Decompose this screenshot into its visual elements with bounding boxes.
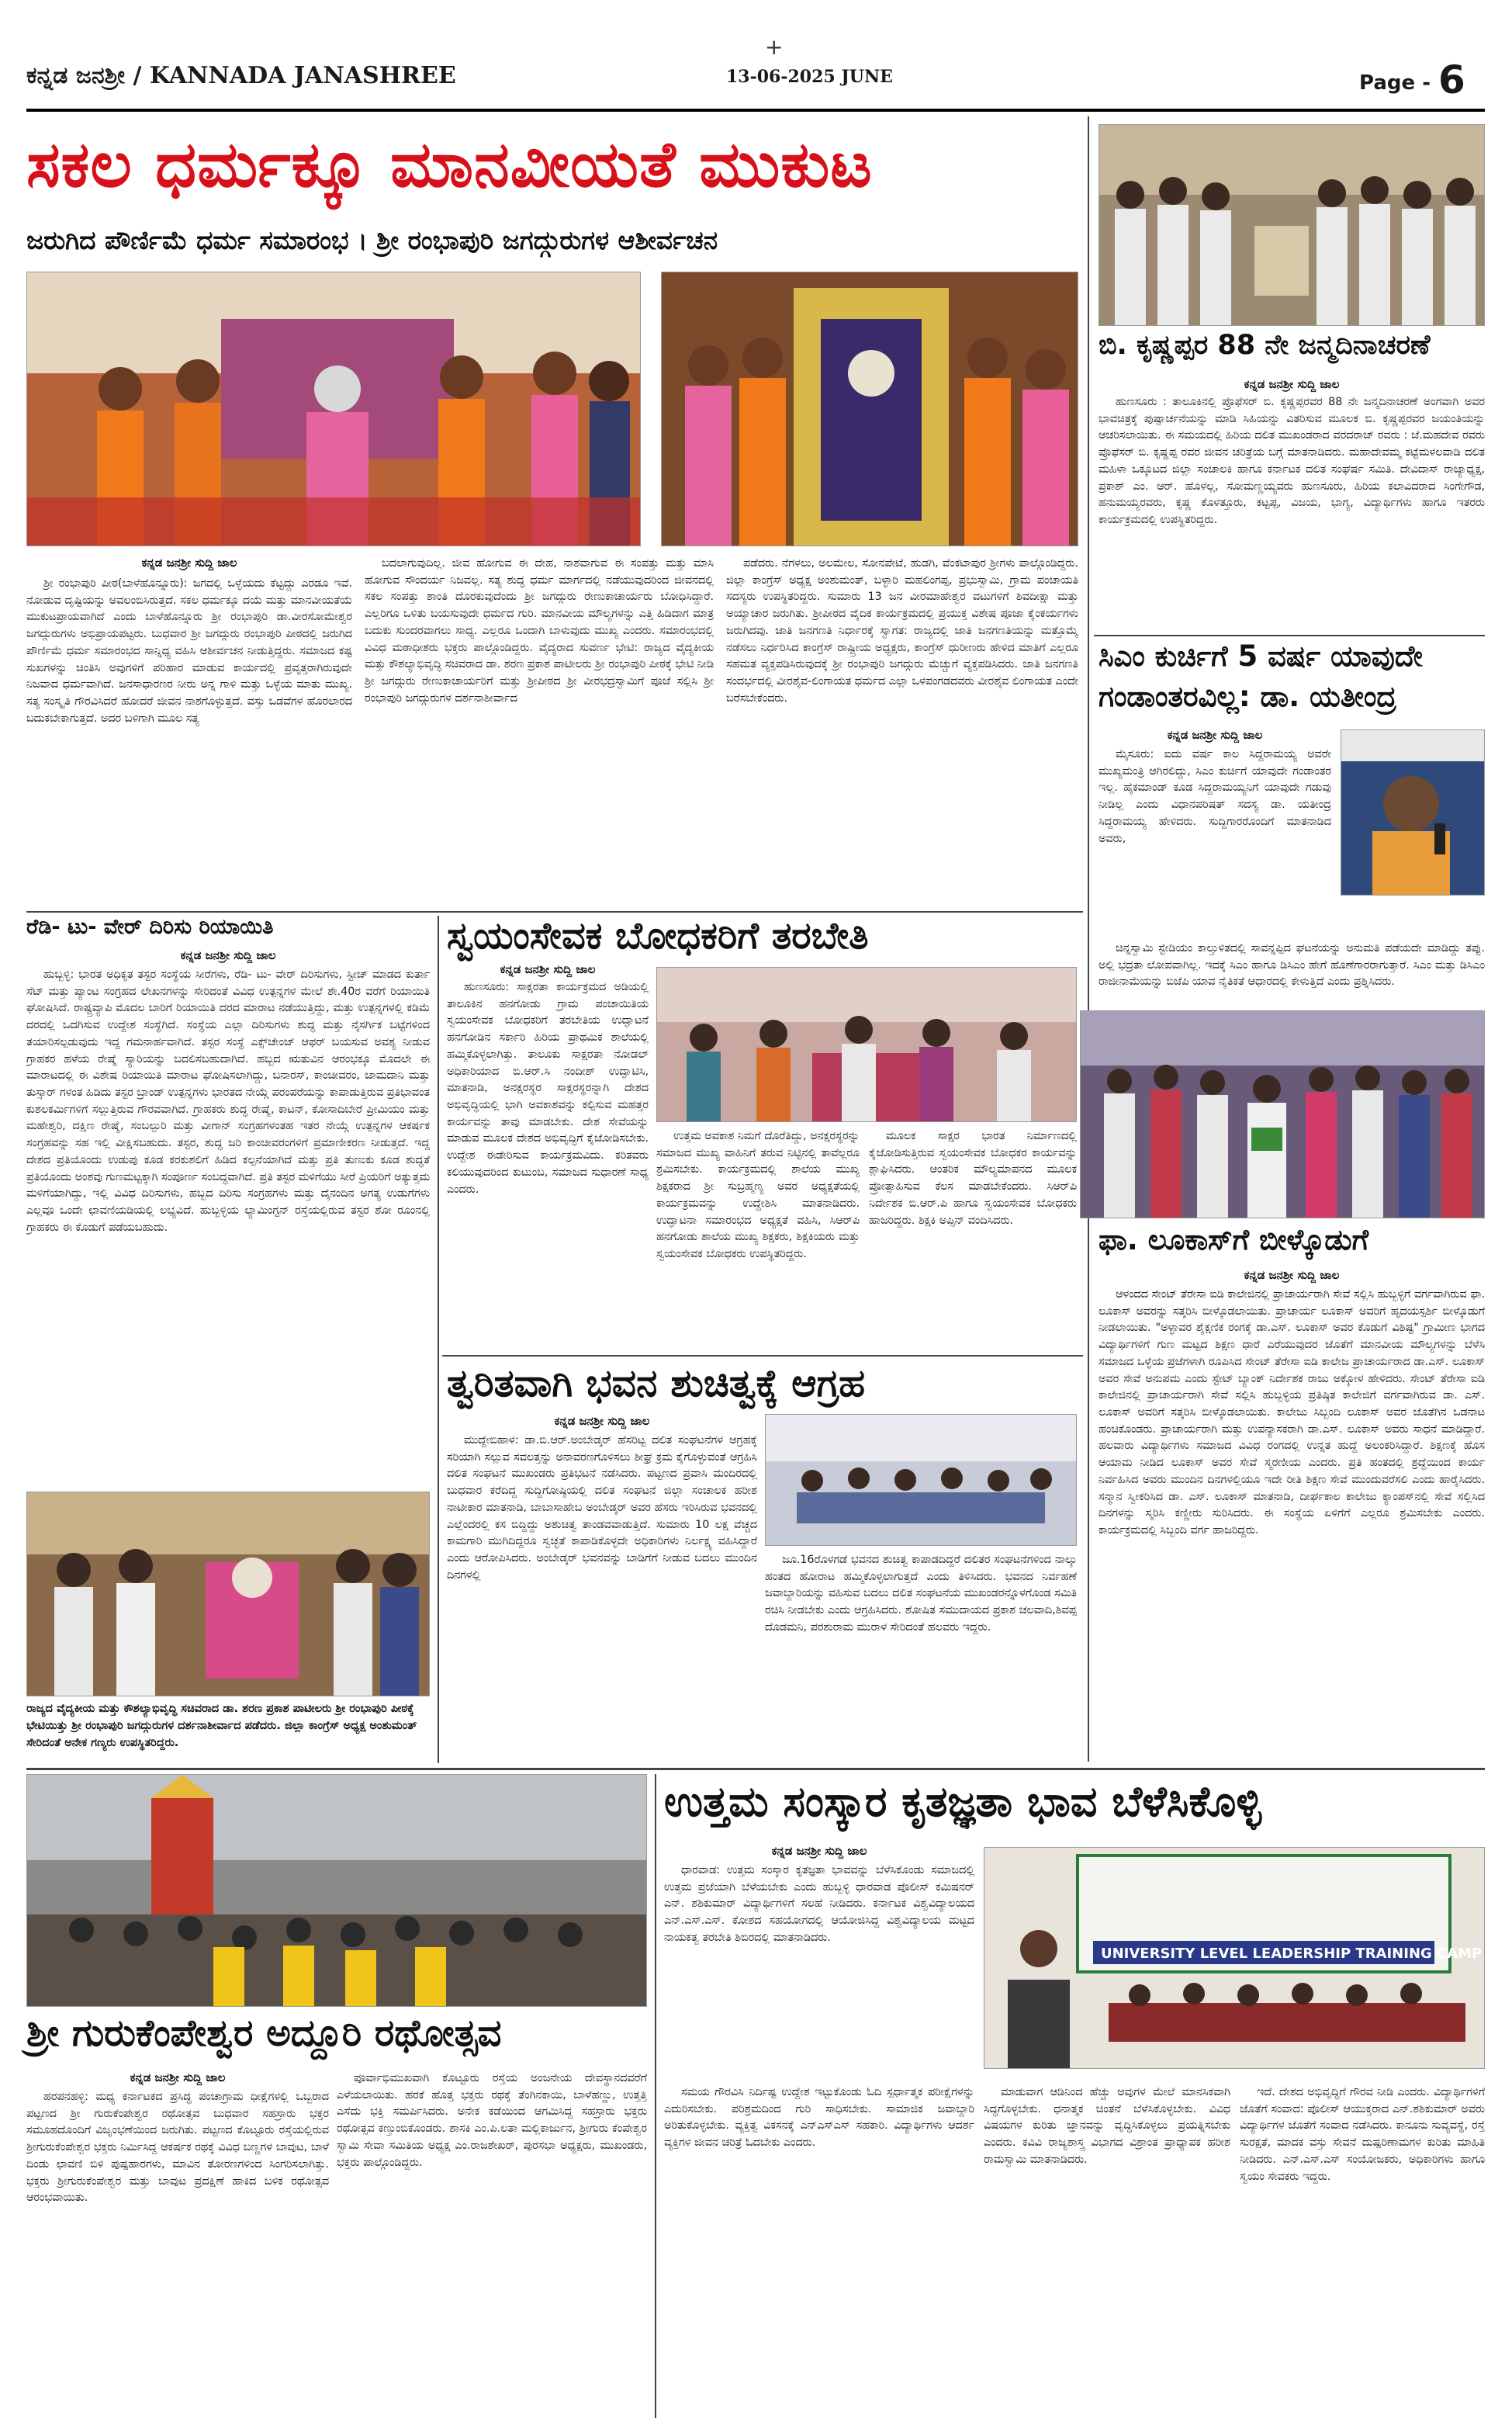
- culture-banner-text: UNIVERSITY LEVEL LEADERSHIP TRAINING CAMP: [1101, 1946, 1483, 1962]
- lucas-photo-art: [1081, 1011, 1485, 1218]
- culture-col-1: [664, 2084, 974, 2415]
- lead-photo-right: [661, 272, 1078, 546]
- culture-body-top-text: ಧಾರವಾಡ: ಉತ್ತಮ ಸಂಸ್ಕಾರ ಕೃತಜ್ಞತಾ ಭಾವವನ್ನು ಬೆಳೆಸಿಕೊಂಡು ಸಮಾಜದಲ್ಲಿ ಉತ್ತಮ ಪ್ರಜೆಯಾಗಿ ಬೆಳೆಯಬೇಕು ಎಂದು ಹುಬ್ಬಳ್ಳಿ ಧಾರವಾಡ ಪೊಲೀಸ್ ಕಮಿಷನರ್ ಎನ್. ಶಶಿಕುಮಾರ್ ವಿದ್ಯಾರ್ಥಿಗಳಿಗೆ ಸಲಹೆ ನೀಡಿದರು. ಕರ್ನಾಟಕ ವಿಶ್ವವಿದ್ಯಾಲಯದ ಎನ್.ಎಸ್.ಎಸ್. ಕೋಶದ ಸಹಯೋಗದಲ್ಲಿ ಆಯೋಜಿಸಿದ್ದ ವಿಶ್ವವಿದ್ಯಾಲಯ ಮಟ್ಟದ ನಾಯಕತ್ವ ತರಬೇತಿ ಶಿಬಿರದಲ್ಲಿ ಮಾತನಾಡಿದರು.: [664, 1864, 974, 1944]
- page-label: Page -: [1359, 71, 1431, 95]
- building-photo-art: [766, 1415, 1077, 1546]
- lead-bottom-rule: [26, 911, 1083, 913]
- lucas-headline: ಫಾ. ಲೂಕಾಸ್‌ಗೆ ಬೀಳ್ಕೊಡುಗೆ: [1099, 1223, 1369, 1256]
- chariot-headline: ಶ್ರೀ ಗುರುಕೆಂಪೇಶ್ವರ ಅದ್ದೂರಿ ರಥೋತ್ಸವ: [26, 2011, 502, 2055]
- chariot-col-2-text: ಪೂರ್ವಾಭಿಮುಖವಾಗಿ ಕೊಟ್ಟೂರು ರಸ್ತೆಯ ಅಂಜನೇಯ ದೇವಸ್ಥಾನದವರೆಗೆ ಎಳೆಯಲಾಯಿತು. ಹರಕೆ ಹೊತ್ತ ಭಕ್ತರು ರಥಕ್ಕೆ ತೆಂಗಿನಕಾಯಿ, ಬಾಳೆಹಣ್ಣು, ಉತ್ತತ್ತಿ ಎಸೆದು ಭಕ್ತಿ ಸಮರ್ಪಿಸಿದರು. ಅನೇಕ ಕಡೆಯಿಂದ ಆಗಮಿಸಿದ್ದ ಸಹಸ್ರಾರು ಭಕ್ತರು ರಥೋತ್ಸವ ಕಣ್ತುಂಬಿಕೊಂಡರು. ಶಾಸಕಿ ಎಂ.ಪಿ.ಲತಾ ಮಲ್ಲಿಕಾರ್ಜುನ, ಶ್ರೀಗುರು ಕೆಂಪೇಶ್ವರ ಸ್ವಾಮಿ ಸೇವಾ ಸಮಿತಿಯ ಅಧ್ಯಕ್ಷ ಎಂ.ರಾಜಶೇಖರ್, ಪುರಸಭಾ ಅಧ್ಯಕ್ಷರು, ಮುಖಂಡರು, ಭಕ್ತರು ಪಾಲ್ಗೊಂಡಿದ್ದರು.: [337, 2072, 647, 2169]
- chariot-photo-art: [27, 1775, 647, 2007]
- culture-byline: ಕನ್ನಡ ಜನಶ್ರೀ ಸುದ್ದಿ ಜಾಲ: [771, 1844, 867, 1858]
- building-body-right-text: ಜೂ.16ರೊಳಗಡೆ ಭವನದ ಶುಚಿತ್ವ ಕಾಪಾಡದಿದ್ದರೆ ದಲಿತರ ಸಂಘಟನೆಗಳಿಂದ ನಾಲ್ಕು ಹಂತದ ಹೋರಾಟ ಹಮ್ಮಿಕೊಳ್ಳಲಾಗುತ್ತದೆ ಎಂದು ತಿಳಿಸಿದರು. ಭವನದ ನಿರ್ವಹಣೆ ಜವಾಬ್ದಾರಿಯನ್ನು ವಹಿಸುವ ಬದಲು ದಲಿತ ಸಂಘಟನೆಯ ಮುಖಂಡರನ್ನೊಳಗೊಂಡ ಸಮಿತಿ ರಚಿಸಿ ನೀಡಬೇಕು ಎಂದು ಆಗ್ರಹಿಸಿದರು. ಶೋಷಿತ ಸಮುದಾಯದ ಪ್ರಕಾಶ ಚಲವಾದಿ,ಶಿವಪ್ಪ ದೊಡಮನಿ, ಪರಶುರಾಮ ಮುರಾಳ ಸೇರಿದಂತೆ ಹಲವರು ಇದ್ದರು.: [765, 1554, 1077, 1634]
- bottom-section-rule: [26, 1768, 1485, 1770]
- chariot-photo: [26, 1774, 647, 2007]
- volunteer-col-3: [869, 1128, 1077, 1352]
- lead-col-2: [365, 556, 714, 908]
- cm-body-left: [1099, 747, 1331, 941]
- lead-col-1: [26, 576, 352, 908]
- chariot-col-2: [337, 2070, 647, 2415]
- lucas-body-text: ಆಳಂದದ ಸೇಂಟ್ ತೆರೇಸಾ ಐಡಿ ಕಾಲೇಜಿನಲ್ಲಿ ಪ್ರಾಚಾರ್ಯರಾಗಿ ಸೇವೆ ಸಲ್ಲಿಸಿ ಹುಬ್ಬಳ್ಳಿಗೆ ವರ್ಗವಾಗಿರುವ ಫಾ. ಲೂಕಾಸ್ ಅವರನ್ನು ಸತ್ಕರಿಸಿ ಬೀಳ್ಕೊಡಲಾಯಿತು. ಪ್ರಾಚಾರ್ಯ ಲೂಕಾಸ್ ಅವರಿಗೆ ಹೃದಯಸ್ಪರ್ಶಿ ಬೀಳ್ಕೊಡುಗೆ ನೀಡಲಾಯಿತು. "ಅಳ್ಳಾವರ ಶೈಕ್ಷಣಿಕ ರಂಗಕ್ಕೆ ಡಾ.ಎಸ್. ಲೂಕಾಸ್ ಅವರ ಕೊಡುಗೆ ವಿಶಿಷ್ಟ" ಗ್ರಾಮೀಣ ಭಾಗದ ವಿದ್ಯಾರ್ಥಿಗಳಿಗೆ ಗುಣ ಮಟ್ಟದ ಶಿಕ್ಷಣ ಧಾರೆ ಎರೆಯುವುದರ ಜೊತೆಗೆ ಮಾನವೀಯ ಮೌಲ್ಯಗಳನ್ನು ಬೆಳೆಸಿ ಸಮಾಜದ ಒಳ್ಳೆಯ ಪ್ರಜೆಗಳಾಗಿ ರೂಪಿಸಿದ ಸೇಂಟ್ ತೆರೇಸಾ ಐಡಿ ಕಾಲೇಜ ಪ್ರಾಚಾರ್ಯರಾದ ಡಾ.ಎಸ್. ಲೂಕಾಸ್ ಅವರ ಸೇವೆ ಅನುಪಮ ಎಂದು ಸ್ಟೇಟ್ ಬ್ಯಾಂಕ್ ನಿರ್ದೇಶಕ ರಾಜು ಅಕ್ಕೋಳ ಹೇಳಿದರು. ಸೇಂಟ್ ತೆರೇಸಾ ಐಡಿ ಕಾಲೇಜಿನಲ್ಲಿ ಪ್ರಾಚಾರ್ಯರಾಗಿ ಸೇವೆ ಸಲ್ಲಿಸಿ ಹುಬ್ಬಳ್ಳಿಯ ಪ್ರತಿಷ್ಠಿತ ಕಾಲೇಜಿಗೆ ವರ್ಗವಾಗಿರುವ ಡಾ. ಎಸ್. ಲೂಕಾಸ್ ಅವರಿಗೆ ಸತ್ಕರಿಸಿ ಬೀಳ್ಕೊಡಲಾಯಿತು. ಕಾಲೇಜು ಸಿಬ್ಬಂದಿ ಲೂಕಾಸ್ ಅವರ ಜೊತೆಗಿನ ಒಡನಾಟ ಹಂಚಿಕೊಂಡರು. ಪ್ರಾಚಾರ್ಯರಾಗಿ ಮತ್ತು ಉಪನ್ಯಾಸಕರಾಗಿ ಡಾ.ಎಸ್. ಲೂಕಾಸ್ ಅವರು ಸಾಧನೆ ಮಾಡಿದ್ದಾರೆ. ಹಲವಾರು ವಿದ್ಯಾರ್ಥಿಗಳು ಸಮಾಜದ ವಿವಿಧ ರಂಗದಲ್ಲಿ ಉನ್ನತ ಹುದ್ದೆ ಅಲಂಕರಿಸಿದ್ದಾರೆ. ಶಿಕ್ಷಣಕ್ಕೆ ಹೊಸ ಆಯಾಮ ನೀಡಿದ ಲೂಕಾಸ್ ಅವರ ಸೇವೆ ಸ್ಮರಣೀಯ ಎಂದರು. ಪ್ರತಿ ಹಂತದಲ್ಲಿ ಶ್ರದ್ಧೆಯಿಂದ ಕಾರ್ಯ ನಿರ್ವಹಿಸಿದ ಅವರು ಮುಂದಿನ ದಿನಗಳಲ್ಲಿಯೂ ಇದೇ ರೀತಿ ಶಿಕ್ಷಣ ಸೇವೆ ಮುಂದುವರೆಸಲಿ ಎಂದು ಹಾರೈಸಿದರು. ಸನ್ಮಾನ ಸ್ವೀಕರಿಸಿದ ಡಾ. ಎಸ್. ಲೂಕಾಸ್ ಮಾತನಾಡಿ, ದೀರ್ಘಕಾಲ ಕಾಲೇಜು ಕ್ಯಾಂಪಸ್‌ನಲ್ಲಿ ಸೇವೆ ಸಲ್ಲಿಸಿದ ದಿನಗಳನ್ನು ಸ್ಮರಿಸಿ ಕಣ್ಣೀರು ಸುರಿಸಿದರು. ಈ ಸಂಸ್ಥೆಯ ಏಳಿಗೆಗೆ ಎಲ್ಲರೂ ಶ್ರಮಿಸಬೇಕು ಎಂದರು. ಕಾರ್ಯಕ್ರಮದಲ್ಲಿ ಸಿಬ್ಬಂದಿ ವರ್ಗ ಹಾಜರಿದ್ದರು.: [1099, 1288, 1485, 1537]
- lucas-body: [1099, 1287, 1485, 1755]
- krishnappa-byline: ಕನ್ನಡ ಜನಶ್ರೀ ಸುದ್ದಿ ಜಾಲ: [1244, 377, 1340, 391]
- krishnappa-photo-art: [1099, 125, 1485, 326]
- crosshair-icon: +: [765, 34, 784, 60]
- building-photo: [765, 1414, 1077, 1546]
- bottom-divider: [655, 1774, 656, 2418]
- cm-headline-2: ಗಂಡಾಂತರವಿಲ್ಲ: ಡಾ. ಯತೀಂದ್ರ: [1099, 680, 1396, 713]
- krishnappa-headline: ಬಿ. ಕೃಷ್ಣಪ್ಪರ 88 ನೇ ಜನ್ಮದಿನಾಚರಣೆ: [1099, 330, 1431, 361]
- cm-body-full-text: ಚಿನ್ನಸ್ವಾಮಿ ಸ್ಟೇಡಿಯಂ ಕಾಲ್ತುಳಿತದಲ್ಲಿ ಸಾವನ್ನಪ್ಪಿದ ಘಟನೆಯನ್ನು ಅನುಮತಿ ಪಡೆಯದೇ ಮಾಡಿದ್ದು ತಪ್ಪು. ಅಲ್ಲಿ ಭದ್ರತಾ ಲೋಪವಾಗಿಲ್ಲ. ಇದಕ್ಕೆ ಸಿಎಂ ಹಾಗೂ ಡಿಸಿಎಂ ಹೇಗೆ ಹೊಣೆಗಾರರಾಗುತ್ತಾರೆ. ಸಿಎಂ ಮತ್ತು ಡಿಸಿಎಂ ರಾಜೀನಾಮೆಯನ್ನು ಬಿಜೆಪಿ ಯಾವ ನೈತಿಕತೆ ಆಧಾರದಲ್ಲಿ ಕೇಳುತ್ತಿದೆ ಎಂದು ಪ್ರಶ್ನಿಸಿದರು.: [1099, 942, 1485, 989]
- cm-body-left-text: ಮೈಸೂರು: ಐದು ವರ್ಷ ಕಾಲ ಸಿದ್ದರಾಮಯ್ಯ ಅವರೇ ಮುಖ್ಯಮಂತ್ರಿ ಆಗಿರಲಿದ್ದು, ಸಿಎಂ ಕುರ್ಚಿಗೆ ಯಾವುದೇ ಗಂಡಾಂತರ ಇಲ್ಲ. ಹೈಕಮಾಂಡ್ ಕೂಡ ಸಿದ್ದರಾಮಯ್ಯನಿಗೆ ಯಾವುದೇ ಗಡುವು ನೀಡಿಲ್ಲ ಎಂದು ವಿಧಾನಪರಿಷತ್ ಸದಸ್ಯ ಡಾ. ಯತೀಂದ್ರ ಸಿದ್ದರಾಮಯ್ಯ ಹೇಳಿದರು. ಸುದ್ದಿಗಾರರೊಂದಿಗೆ ಮಾತನಾಡಿದ ಅವರು,: [1099, 748, 1331, 845]
- lucas-byline: ಕನ್ನಡ ಜನಶ್ರೀ ಸುದ್ದಿ ಜಾಲ: [1244, 1268, 1340, 1282]
- volunteer-bottom-rule: [442, 1355, 1083, 1357]
- building-headline: ತ್ವರಿತವಾಗಿ ಭವನ ಶುಚಿತ್ವಕ್ಕೆ ಆಗ್ರಹ: [447, 1361, 866, 1405]
- volunteer-col-3-text: ಮೂಲಕ ಸಾಕ್ಷರ ಭಾರತ ನಿರ್ಮಾಣದಲ್ಲಿ ಕೈಜೋಡಿಸುತ್ತಿರುವ ಸ್ವಯಂಸೇವಕ ಬೋಧಕರ ಕಾರ್ಯವನ್ನು ಶ್ಲಾಘಿಸಿದರು. ಆಂತರಿಕ ಮೌಲ್ಯಮಾಪನದ ಮೂಲಕ ಪ್ರೋತ್ಸಾಹಿಸುವ ಕೆಲಸ ಮಾಡಬೇಕೆಂದರು. ಸಿಆರ್‌ಪಿ ನಿರ್ದೇಶಕ ಬಿ.ಆರ್.ಪಿ ಹಾಗೂ ಸ್ವಯಂಸೇವಕ ಬೋಧಕರು ಹಾಜರಿದ್ದರು. ಶಿಕ್ಷಕಿ ಅಪ್ಸಿನ್ ವಂದಿಸಿದರು.: [869, 1130, 1077, 1227]
- right-column-divider: [1088, 116, 1089, 1762]
- minister-caption-text: ರಾಜ್ಯದ ವೈದ್ಯಕೀಯ ಮತ್ತು ಕೌಶಲ್ಯಾಭಿವೃದ್ಧಿ ಸಚಿವರಾದ ಡಾ. ಶರಣ ಪ್ರಕಾಶ ಪಾಟೀಲರು ಶ್ರೀ ರಂಭಾಪುರಿ ಪೀಠಕ್ಕೆ ಭೇಟಿಯಿತ್ತು ಶ್ರೀ ರಂಭಾಪುರಿ ಜಗದ್ಗುರುಗಳ ದರ್ಶನಾಶೀರ್ವಾದ ಪಡೆದರು. ಜಿಲ್ಲಾ ಕಾಂಗ್ರೆಸ್ ಅಧ್ಯಕ್ಷ ಅಂಶುಮಂತ್ ಸೇರಿದಂತೆ ಅನೇಕ ಗಣ್ಯರು ಉಪಸ್ಥಿತರಿದ್ದರು.: [26, 1703, 417, 1749]
- readymade-body: [26, 967, 430, 1479]
- lead-photo-right-art: [662, 272, 1078, 546]
- masthead: ಕನ್ನಡ ಜನಶ್ರೀ / KANNADA JANASHREE: [26, 62, 456, 89]
- volunteer-col-2-text: ಉತ್ತಮ ಅವಕಾಶ ನಿಮಗೆ ದೊರೆತಿದ್ದು, ಅನಕ್ಷರಸ್ಥರನ್ನು ಸಮಾಜದ ಮುಖ್ಯ ವಾಹಿನಿಗೆ ತರುವ ನಿಟ್ಟಿನಲ್ಲಿ ತಾವೆಲ್ಲರೂ ಶ್ರಮಿಸಬೇಕು. ಕಾರ್ಯಕ್ರಮದಲ್ಲಿ ಶಾಲೆಯ ಮುಖ್ಯ ಶಿಕ್ಷಕರಾದ ಶ್ರೀ ಸುಬ್ರಹ್ಮಣ್ಯ ಅವರ ಅಧ್ಯಕ್ಷತೆಯಲ್ಲಿ ಕಾರ್ಯಕ್ರಮವನ್ನು ಉದ್ದೇಶಿಸಿ ಮಾತನಾಡಿದರು. ಉದ್ಘಾಟನಾ ಸಮಾರಂಭದ ಅಧ್ಯಕ್ಷತೆ ವಹಿಸಿ, ಸಿಆರ್‌ಪಿ ಹನಗೋಡು ಶಾಲೆಯ ಮುಖ್ಯ ಶಿಕ್ಷಕರು, ಶಿಕ್ಷಕಿಯರು ಮತ್ತು ಸ್ವಯಂಸೇವಕ ಬೋಧಕರು ಉಪಸ್ಥಿತರಿದ್ದರು.: [656, 1130, 860, 1261]
- chariot-byline: ಕನ್ನಡ ಜನಶ್ರೀ ಸುದ್ದಿ ಜಾಲ: [130, 2070, 226, 2084]
- minister-photo-art: [27, 1492, 430, 1696]
- cm-photo-art: [1341, 730, 1485, 896]
- volunteer-photo-art: [657, 968, 1077, 1122]
- chariot-col-1-text: ಹರಪನಹಳ್ಳಿ: ಮಧ್ಯ ಕರ್ನಾಟಕದ ಪ್ರಸಿದ್ಧ ಪಂಚಾಗ್ರಾಮ ಧೀಕ್ಷೆಗಳಲ್ಲಿ ಒಬ್ಬರಾದ ಪಟ್ಟಣದ ಶ್ರೀ ಗುರುಕೆಂಪೇಶ್ವರ ರಥೋತ್ಸವ ಬುಧವಾರ ಸಹಸ್ರಾರು ಭಕ್ತರ ಸಮೂಹದೊಂದಿಗೆ ವಿಜೃಂಭಣೆಯಿಂದ ಜರುಗಿತು. ಪಟ್ಟಣದ ಕೊಟ್ಟೂರು ರಸ್ತೆಯಲ್ಲಿರುವ ಶ್ರೀಗುರುಕೆಂಪೇಶ್ವರ ಭಕ್ತರು ನಿರ್ಮಿಸಿದ್ದ ಆಕರ್ಷಕ ರಥಕ್ಕೆ ವಿವಿಧ ಬಣ್ಣಗಳ ಬಾವುಟ, ಬಾಳೆ ದಿಂಡು ಛಾವಣಿ ಬಿಳಿ ಪುಷ್ಪಹಾರಗಳು, ಮಾವಿನ ತೋರಣಗಳಿಂದ ಸಿಂಗರಿಸಲಾಗಿತ್ತು. ಭಕ್ತರು ಶ್ರೀಗುರುಕೆಂಪೇಶ್ವರ ಮತ್ತು ಬಾವುಟ ಪ್ರದಕ್ಷಿಣೆ ಹಾಕಿದ ಬಳಿಕ ರಥೋತ್ಸವ ಆರಂಭವಾಯಿತು.: [26, 2091, 329, 2205]
- culture-col-1-text: ಸಮಯ ಗೌರವಿಸಿ ನಿರ್ದಿಷ್ಟ ಉದ್ದೇಶ ಇಟ್ಟುಕೊಂಡು ಓದಿ ಸ್ಪರ್ಧಾತ್ಮಕ ಪರೀಕ್ಷೆಗಳನ್ನು ಎದುರಿಸಬೇಕು. ಪರಿಶ್ರಮದಿಂದ ಗುರಿ ಸಾಧಿಸಬೇಕು. ಸಾಮಾಜಿಕ ಜವಾಬ್ದಾರಿ ಅರಿತುಕೊಳ್ಳಬೇಕು. ವ್ಯಕ್ತಿತ್ವ ವಿಕಸನಕ್ಕೆ ಎನ್‌ಎಸ್‌ಎಸ್ ಸಹಕಾರಿ. ವಿದ್ಯಾರ್ಥಿಗಳು ಆದರ್ಶ ವ್ಯಕ್ತಿಗಳ ಜೀವನ ಚರಿತ್ರೆ ಓದಬೇಕು ಎಂದರು.: [664, 2086, 974, 2150]
- cm-body-full: [1099, 941, 1485, 1007]
- culture-col-2: [984, 2084, 1230, 2415]
- cm-headline-1: ಸಿಎಂ ಕುರ್ಚಿಗೆ 5 ವರ್ಷ ಯಾವುದೇ: [1099, 639, 1423, 673]
- culture-col-2-text: ಮಾಡುವಾಗ ಆಡಿನಿಂದ ಹೆಚ್ಚು ಅವುಗಳ ಮೇಲೆ ಮಾನಸಿಕವಾಗಿ ಸಿದ್ಧಗೊಳ್ಳಬೇಕು. ಧನಾತ್ಮಕ ಚಿಂತನೆ ಬೆಳೆಸಿಕೊಳ್ಳಬೇಕು. ವಿವಿಧ ವಿಷಯಗಳ ಕುರಿತು ಜ್ಞಾನವನ್ನು ವೃದ್ಧಿಸಿಕೊಳ್ಳಲು ಪ್ರಯತ್ನಿಸಬೇಕು ಎಂದರು. ಕವಿವಿ ರಾಜ್ಯಶಾಸ್ತ್ರ ವಿಭಾಗದ ವಿಶ್ರಾಂತ ಪ್ರಾಧ್ಯಾಪಕ ಹರೀಶ ರಾಮಸ್ವಾಮಿ ಮಾತನಾಡಿದರು.: [984, 2086, 1230, 2166]
- culture-headline: ಉತ್ತಮ ಸಂಸ್ಕಾರ ಕೃತಜ್ಞತಾ ಭಾವ ಬೆಳೆಸಿಕೊಳ್ಳಿ: [664, 1777, 1262, 1826]
- lead-col-3: [726, 556, 1078, 908]
- readymade-body-text: ಹುಬ್ಬಳ್ಳಿ: ಭಾರತ ಅಧಿಕೃತ ತಸ್ಟರ ಸಂಸ್ಥೆಯ ಸೀರೆಗಳು, ರೆಡಿ- ಟು- ವೇರ್ ದಿರಿಸುಗಳು, ಸ್ಟೀಚ್ ಮಾಡದ ಕುರ್ತಾ ಸೆಟ್ ಮತ್ತು ಪ್ಯಾಂಟ ಸಂಗ್ರಹದ ಲೇಖನಗಳನ್ನು ಸೇರಿದಂತೆ ವಿವಿಧ ಉತ್ಪನ್ನಗಳ ಮೇಲೆ ಶೇ.40ರ ವರೆಗೆ ರಿಯಾಯಿತಿ ಘೋಷಿಸಿದೆ. ರಾಷ್ಟ್ರವ್ಯಾಪಿ ಮೊದಲ ಬಾರಿಗೆ ರಿಯಾಯಿತಿ ದರದ ಮಾರಾಟ ನಡೆಯುತ್ತಿದ್ದು, ಮತ್ತು ಉತ್ಪನ್ನಗಳಲ್ಲಿ ಕಡಿಮೆ ದರದಲ್ಲಿ ಒದಗಿಸುವ ಉದ್ದೇಶ ಸಂಸ್ಥೆಗಿದೆ. ಸಂಸ್ಥೆಯ ಎಲ್ಲಾ ದಿರಿಸುಗಳು ಶುದ್ಧ ಮತ್ತು ನೈಸರ್ಗಿಕ ಬಟ್ಟೆಗಳಿಂದ ತಯಾರಿಸಲ್ಪಡುವುದು ಇದ್ದ ಗಮನಾರ್ಹವಾಗಿದೆ. ತಸ್ಟರ ಸಂಸ್ಥೆ ಎಕ್ಸ್‌ಚೇಂಜ್ ಆಫರ್ ಬಯಸುವ ಅವಶ್ಯ ನೀಡುವ ಗ್ರಾಹಕರ ಹಳೆಯ ರೇಷ್ಮೆ ಸ್ಯಾರಿಯನ್ನು ಬದಲಿಸಬಹುದಾಗಿದೆ. ಹಬ್ಬದ ಋತುವಿನ ಆರಂಭಕ್ಕೂ ಮೊದಲೇ ಈ ಮಾರಾಟದಲ್ಲಿ ಈ ವಿಶೇಷ ರಿಯಾಯಿತಿ ಮಾರಾಟ ಘೋಷಿಸಲಾಗಿದ್ದು, ಬನಾರಸ್, ಕಾಂಚೀವರಂ, ಜಾಮದಾನಿ ಮತ್ತು ತುಸ್ಸಾರ್ ಗಳಂತ ಹಿಡಿದು ತಸ್ಟರ ಬ್ರಾಂಡ್ ಉತ್ಪನ್ನಗಳು ಭಾರತದ ನೇಯ್ಗೆ ಪರಂಪರೆಯನ್ನು ಕಾಪಾಡುತ್ತಿರುವ ಪ್ರತಿಭಾವಂತ ಕುಶಲಕರ್ಮಿಗಳಿಗೆ ಸಲ್ಲುತ್ತಿರುವ ಗೌರವವಾಗಿದೆ. ಗ್ರಾಹಕರು ಶುದ್ಧ ರೇಷ್ಮೆ, ಕಾಟನ್, ಕೋಸಾದಿಬೇರೆ ಪ್ರೀಮಿಯಂ ಮತ್ತು ಮಹೇಶ್ವರಿ, ದಕ್ಷಿಣ ರೇಷ್ಮೆ, ಸಂಬಲ್ಪುರಿ ಮತ್ತು ವೀಗಾನ್ ಸಂಗ್ರಹಗಳಂತಹ ಇತರ ನೇಯ್ಗೆ ಉತ್ಪನ್ನಗಳ ಆಕರ್ಷಕ ಸಂಗ್ರಹವನ್ನು ಸಹ ಇಲ್ಲಿ ವೀಕ್ಷಿಸಬಹುದು. ತಸ್ಟರ, ಶುದ್ಧ ಜರಿ ಕಾಂಚೀವರಂಗಳಿಗೆ ಪ್ರಮಾಣೀಕರಣ ನೀಡುತ್ತದೆ. ಇದ್ದ ದೇಶದ ಪ್ರತಿಯೊಂದು ಉಡುಪು ಕೂಡ ಕರಕುಶಲಿಗೆ ಹಿಡಿದ ಕಲ್ಪನೆಯಾಗಿದೆ ಮತ್ತು ಪ್ರತಿ ತುಣುಕು ಕೂಡ ಶುದ್ಧತೆ ಪ್ರತಿಯೊಂದು ಅಂಶವು ಗುಣಮಟ್ಟಕ್ಕಾಗಿ ಸಂಪೂರ್ಣ ಸಂಬದ್ಧವಾಗಿದೆ. ಪ್ರತಿ ತಸ್ಟರ ಮಳಿಗೆಯು ಸೀರೆ ಪ್ರಿಯರಿಗೆ ಅತ್ಯುತ್ತಮ ಮಳಿಗೆಯಾಗಿದ್ದು, ಇಲ್ಲಿ ವಿವಿಧ ದಿರಿಸುಗಳು, ಹಬ್ಬದ ದಿರಿಸು ಸಂಗ್ರಹಗಳು ಮತ್ತು ದೈನಂದಿನ ಅಗತ್ಯ ಉಡುಗೆಗಳು ಎಲ್ಲವೂ ಒಂದೇ ಛಾವಣಿಯಡಿಯಲ್ಲಿ ಲಭ್ಯವಿದೆ. ಹುಬ್ಬಳ್ಳಿಯ ಲ್ಯಾಮಿಂಗ್ಟನ್ ರಸ್ತೆಯಲ್ಲಿರುವ ತಸ್ಟರ ಶೋ ರೂಂನಲ್ಲಿ ಗ್ರಾಹಕರು ಈ ಕೊಡುಗೆ ಪಡೆಯಬಹುದು.: [26, 968, 430, 1234]
- volunteer-col-2: [656, 1128, 860, 1352]
- cm-byline: ಕನ್ನಡ ಜನಶ್ರೀ ಸುದ್ದಿ ಜಾಲ: [1167, 728, 1263, 742]
- volunteer-byline: ಕನ್ನಡ ಜನಶ್ರೀ ಸುದ್ದಿ ಜಾಲ: [500, 962, 596, 976]
- lead-subheadline: ಜರುಗಿದ ಪೌರ್ಣಿಮೆ ಧರ್ಮ ಸಮಾರಂಭ । ಶ್ರೀ ರಂಭಾಪುರಿ ಜಗದ್ಗುರುಗಳ ಆಶೀರ್ವಚನ: [26, 225, 718, 255]
- krishnappa-body: [1099, 394, 1485, 630]
- cm-photo: [1341, 729, 1485, 896]
- culture-photo-art: [984, 1848, 1485, 2069]
- culture-photo: [984, 1847, 1485, 2069]
- building-body-right: [765, 1552, 1077, 1762]
- readymade-headline: ರೆಡಿ- ಟು- ವೇರ್ ದಿರಿಸು ರಿಯಾಯಿತಿ: [26, 915, 274, 939]
- issue-date: 13-06-2025 JUNE: [726, 67, 893, 87]
- minister-caption: [26, 1701, 430, 1766]
- middle-divider: [438, 916, 439, 1763]
- krishnappa-photo: [1099, 124, 1485, 326]
- volunteer-col-1: [447, 979, 649, 1352]
- culture-col-3: [1240, 2084, 1485, 2415]
- header-rule: [26, 109, 1485, 112]
- minister-photo: [26, 1492, 430, 1696]
- culture-body-top: [664, 1862, 974, 2077]
- building-byline: ಕನ್ನಡ ಜನಶ್ರೀ ಸುದ್ದಿ ಜಾಲ: [554, 1414, 650, 1428]
- lead-headline: ಸಕಲ ಧರ್ಮಕ್ಕೂ ಮಾನವೀಯತೆ ಮುಕುಟ: [26, 128, 873, 202]
- culture-col-3-text: ಇದೆ. ದೇಶದ ಅಭಿವೃದ್ಧಿಗೆ ಗೌರವ ನೀಡಿ ಎಂದರು. ವಿದ್ಯಾರ್ಥಿಗಳಿಗೆ ಜೊತೆಗೆ ಸಂವಾದ: ಪೊಲೀಸ್ ಆಯುಕ್ತರಾದ ಎನ್.ಶಶಿಕುಮಾರ್ ಅವರು ವಿದ್ಯಾರ್ಥಿಗಳ ಜೊತೆಗೆ ಸಂವಾದ ನಡೆಸಿದರು. ಕಾನೂನು ಸುವ್ಯವಸ್ಥೆ, ರಸ್ತೆ ಸುರಕ್ಷತೆ, ಮಾದಕ ವಸ್ತು ಸೇವನೆ ದುಷ್ಪರಿಣಾಮಗಳ ಕುರಿತು ಮಾಹಿತಿ ನೀಡಿದರು. ಎನ್.ಎಸ್.ಎಸ್ ಸಂಯೋಜಕರು, ಅಧಿಕಾರಿಗಳು ಹಾಗೂ ಸ್ವಯಂ ಸೇವಕರು ಇದ್ದರು.: [1240, 2086, 1485, 2183]
- lead-col-1-text: ಶ್ರೀ ರಂಭಾಪುರಿ ಪೀಠ(ಬಾಳೆಹೊನ್ನೂರು): ಜಗದಲ್ಲಿ ಒಳ್ಳೆಯದು ಕೆಟ್ಟದ್ದು ಎರಡೂ ಇವೆ. ನೋಡುವ ದೃಷ್ಟಿಯನ್ನು ಅವಲಂಬಿಸಿರುತ್ತದೆ. ಸಕಲ ಧರ್ಮಕ್ಕೂ ದಯೆ ಮತ್ತು ಮಾನವೀಯತೆಯೆ ಮುಕುಟಪ್ರಾಯವಾಗಿದೆ ಎಂದು ಬಾಳೆಹೊನ್ನೂರು ಶ್ರೀ ರಂಭಾಪುರಿ ಡಾ.ವೀರಸೋಮೇಶ್ವರ ಜಗದ್ಗುರುಗಳು ಅಭಿಪ್ರಾಯಪಟ್ಟರು. ಬುಧವಾರ ಶ್ರೀ ಜಗದ್ಗುರು ರಂಭಾಪುರಿ ಪೀಠದಲ್ಲಿ ಜರುಗಿದ ಪೌರ್ಣಿಮೆ ಧರ್ಮ ಸಮಾರಂಭದ ಸಾನ್ನಿಧ್ಯ ವಹಿಸಿ ಆಶೀರ್ವಚನ ನೀಡುತ್ತಿದ್ದರು. ಸಮಾಜದ ಕಷ್ಟ ಸುಖಗಳನ್ನು ಚಿಂತಿಸಿ ಅವುಗಳಿಗೆ ಪರಿಹಾರ ಮಾಡುವ ಕಾರ್ಯದಲ್ಲಿ ಪ್ರವೃತ್ತರಾಗಿರುವುದೇ ನಿಜವಾದ ಧರ್ಮವಾಗಿದೆ. ಜನಸಾಧಾರಣರ ನೀರು ಅನ್ನ ಗಾಳಿ ಮತ್ತು ಒಳ್ಳೆಯ ಮಾತು ಮುಖ್ಯ. ಸತ್ಯ ಸಂಸ್ಕೃತಿ ಗೌರವಿಸಿದರೆ ಹೋದರೆ ಜೀವನ ನಾಶಗೊಳ್ಳುತ್ತದೆ. ವಸ್ತು ಒಡವೆಗಳ ಹೊರಲಾರದ ಬದುಕಬೇಕಾಗುತ್ತದೆ. ಅದರ ಬಳಿಗಾಗಿ ಮೂಲ ಸತ್ಯ: [26, 577, 352, 725]
- building-body-left-text: ಮುದ್ದೇಬಿಹಾಳ: ಡಾ.ಬಿ.ಆರ್.ಅಂಬೇಡ್ಕರ್ ಹೆಸರಿಟ್ಟ ದಲಿತ ಸಂಘಟನೆಗಳ ಆಗ್ರಹಕ್ಕೆ ಸರಿಯಾಗಿ ಸಲ್ಲುವ ಸವಲತ್ತನ್ನು ಅನಾವರಣಗೊಳಿಸಲು ಶೀಘ್ರ ಕ್ರಮ ಕೈಗೊಳ್ಳುವಂತೆ ಆಗ್ರಹಿಸಿ ದಲಿತ ಸಂಘಟನೆ ಮುಖಂಡರು ಪ್ರತಿಭಟನೆ ನಡೆಸಿದರು. ಪಟ್ಟಣದ ಪ್ರವಾಸಿ ಮಂದಿರದಲ್ಲಿ ಬುಧವಾರ ಕರೆದಿದ್ದ ಸುದ್ದಿಗೋಷ್ಠಿಯಲ್ಲಿ ದಲಿತ ಸಂಘಟನೆ ಜಿಲ್ಲಾ ಸಂಚಾಲಕ ಹರೀಶ ನಾಟೀಕಾರ ಮಾತನಾಡಿ, ಬಾಬಾಸಾಹೇಬ ಅಂಬೇಡ್ಕರ್ ಅವರ ಹೆಸರು ಇರಿಸಿರುವ ಭವನದಲ್ಲಿ ಎಲ್ಲೆಂದರಲ್ಲಿ ಕಸ ಬಿದ್ದಿದ್ದು ಅಶುಚಿತ್ವ ತಾಂಡವವಾಡುತ್ತಿದೆ. ಸುಮಾರು 10 ಲಕ್ಷ ವೆಚ್ಚದ ಕಾಮಗಾರಿ ಮುಗಿದಿದ್ದರೂ ಸ್ವಚ್ಛತೆ ಕಾಪಾಡಿಕೊಳ್ಳದೇ ಅಧಿಕಾರಿಗಳು ನಿರ್ಲಕ್ಷ್ಯ ವಹಿಸಿದ್ದಾರೆ ಎಂದು ಆರೋಪಿಸಿದರು. ಅಂಬೇಡ್ಕರ್ ಭವನವನ್ನು ಬಾಡಿಗೆಗೆ ನೀಡುವ ಬದಲು ಮುಂದಿನ ದಿನಗಳಲ್ಲಿ: [447, 1434, 757, 1582]
- volunteer-col-1-text: ಹುಣಸೂರು: ಸಾಕ್ಷರತಾ ಕಾರ್ಯಕ್ರಮದ ಅಡಿಯಲ್ಲಿ ತಾಲೂಕಿನ ಹನಗೋಡು ಗ್ರಾಮ ಪಂಚಾಯಿತಿಯ ಸ್ವಯಂಸೇವಕ ಬೋಧಕರಿಗೆ ತರಬೇತಿಯ ಉದ್ಘಾಟನೆ ಹನಗೋಡಿನ ಸರ್ಕಾರಿ ಹಿರಿಯ ಪ್ರಾಥಮಿಕ ಶಾಲೆಯಲ್ಲಿ ಹಮ್ಮಿಕೊಳ್ಳಲಾಗಿತ್ತು. ತಾಲೂಕು ಸಾಕ್ಷರತಾ ನೋಡಲ್ ಅಧಿಕಾರಿಯಾದ ಬಿ.ಆರ್.ಸಿ ನಂದೀಶ್ ಉದ್ಘಾಟಿಸಿ, ಮಾತನಾಡಿ, ಅನಕ್ಷರಸ್ಥರ ಸಾಕ್ಷರಸ್ಥರನ್ನಾಗಿ ದೇಶದ ಅಭಿವೃದ್ಧಿಯಲ್ಲಿ ಭಾಗಿ ಅವಕಾಶವನ್ನು ಕಲ್ಪಿಸುವ ಮಹತ್ತರ ಕಾರ್ಯವನ್ನು ತಾವು ಮಾಡಬೇಕು. ದೇಶ ಸೇವೆಯನ್ನು ಮಾಡುವ ಮೂಲಕ ದೇಶದ ಅಭಿವೃದ್ಧಿಗೆ ಕೈಜೋಡಿಸಬೇಕು. ಉದ್ದೇಶ ಈಡೇರಿಸುವ ಕಾರ್ಯಕ್ರಮವಿದು. ಕರಿತವರು ಕಲಿಯುವುದರಿಂದ ಕುಟುಂಬ, ಸಮಾಜದ ಸುಧಾರಣೆ ಸಾಧ್ಯ ಎಂದರು.: [447, 981, 649, 1196]
- building-body-left: [447, 1433, 757, 1762]
- readymade-byline: ಕನ್ನಡ ಜನಶ್ರೀ ಸುದ್ದಿ ಜಾಲ: [180, 948, 276, 962]
- lead-col-2-text: ಬದಲಾಗುವುದಿಲ್ಲ. ಜೀವ ಹೋಗುವ ಈ ದೇಹ, ನಾಶವಾಗುವ ಈ ಸಂಪತ್ತು ಮತ್ತು ಮಾಸಿ ಹೋಗುವ ಸೌಂದರ್ಯ ನಿಜವಲ್ಲ. ಸತ್ಯ ಶುದ್ಧ ಧರ್ಮ ಮಾರ್ಗದಲ್ಲಿ ನಡೆಯುವುದರಿಂದ ಜೀವನದಲ್ಲಿ ಸಕಲ ಸಂಪತ್ತು ಶಾಂತಿ ದೊರಕುವುದೆಂದು ಶ್ರೀ ಜಗದ್ಗುರು ರೇಣುಕಾಚಾರ್ಯರು ಬೋಧಿಸಿದ್ದಾರೆ. ಎಲ್ಲರಿಗೂ ಒಳಿತು ಬಯಸುವುದೇ ಧರ್ಮದ ಗುರಿ. ಮಾನವೀಯ ಮೌಲ್ಯಗಳನ್ನು ಎತ್ತಿ ಹಿಡಿದಾಗ ಮಾತ್ರ ಬದುಕು ಸುಂದರವಾಗಲು ಸಾಧ್ಯ. ಎಲ್ಲರೂ ಒಂದಾಗಿ ಬಾಳುವುದು ಮುಖ್ಯ ಎಂದರು. ಸಮಾರಂಭದಲ್ಲಿ ವಿವಿಧ ಮಠಾಧೀಶರು ಭಕ್ತರು ಪಾಲ್ಗೊಂಡಿದ್ದರು. ವೈದ್ಯರಾದ ಸುವರ್ಣ ಭೇಟಿ: ರಾಜ್ಯದ ವೈದ್ಯಕೀಯ ಮತ್ತು ಕೌಶಲ್ಯಾಭಿವೃದ್ಧಿ ಸಚಿವರಾದ ಡಾ. ಶರಣ ಪ್ರಕಾಶ ಪಾಟೀಲರು ಶ್ರೀ ರಂಭಾಪುರಿ ಪೀಠಕ್ಕೆ ಭೇಟಿ ನೀಡಿ ಶ್ರೀ ಜಗದ್ಗುರು ರೇಣುಕಾಚಾರ್ಯರಿಗೆ ಮತ್ತು ಶ್ರೀಪೀಠದ ಶ್ರೀ ವೀರಭದ್ರಸ್ವಾಮಿಗೆ ಪೂಜೆ ಸಲ್ಲಿಸಿ ಶ್ರೀ ರಂಭಾಪುರಿ ಜಗದ್ಗುರುಗಳ ದರ್ಶನಾಶೀರ್ವಾದ: [365, 557, 714, 705]
- lead-byline: ಕನ್ನಡ ಜನಶ್ರೀ ಸುದ್ದಿ ಜಾಲ: [141, 556, 237, 570]
- chariot-col-1: [26, 2089, 329, 2415]
- krishnappa-body-text: ಹುಣಸೂರು : ತಾಲೂಕಿನಲ್ಲಿ ಪ್ರೊಫೆಸರ್ ಬಿ. ಕೃಷ್ಣಪ್ಪರವರ 88 ನೇ ಜನ್ಮದಿನಾಚರಣೆ ಅಂಗವಾಗಿ ಅವರ ಭಾವಚಿತ್ರಕ್ಕೆ ಪುಷ್ಪಾರ್ಚನೆಯನ್ನು ಮಾಡಿ ಸಿಹಿಯನ್ನು ವಿತರಿಸುವ ಮೂಲಕ ಬಿ. ಕೃಷ್ಣಪ್ಪರವರ ಜಯಂತಿಯನ್ನು ಆಚರಿಸಲಾಯಿತು. ಈ ಸಮಯದಲ್ಲಿ ಹಿರಿಯ ದಲಿತ ಮುಖಂಡರಾದ ವರದರಾಜ್ ರವರು : ಜೆ.ಮಹದೇವ ರವರು ಪ್ರೊಫೆಸರ್ ಬಿ. ಕೃಷ್ಣಪ್ಪ ರವರ ಜೀವನ ಚರಿತ್ರೆಯ ಬಗ್ಗೆ ಮಾತನಾಡಿದರು. ಮಹಾದೇವಮ್ಮ ಕಟ್ಟೆಮಳಲವಾಡಿ ದಲಿತ ಮಹಿಳಾ ಒಕ್ಕೂಟದ ಜಿಲ್ಲಾ ಸಂಚಾಲಕಿ ಹಾಗೂ ಕರ್ನಾಟಕ ದಲಿತ ಸಂಘರ್ಷ ಸಮಿತಿ. ದೇವಿದಾಸ್ ರಾಜ್ಯಾಧ್ಯಕ್ಷ, ಪ್ರಕಾಶ್ ಎಂ. ಆರ್. ಹೊಳಲ್ಲ, ಸೋಮಣ್ಣಯ್ಯವರು ಹುಣಸೂರು, ಹಿರಿಯ ಕಲಾವಿದರಾದ ಸಿಂಗೇಗೌಡ, ಹನುಮಯ್ಯರವರು, ಕೃಷ್ಣ ಕೊಳತ್ತೂರು, ಕಟ್ಟಪ್ಪ, ವಿಜಯ, ಭಾಗ್ಯ, ವಿದ್ಯಾರ್ಥಿಗಳು ಹಾಗೂ ಇತರರು ಕಾರ್ಯಕ್ರಮದಲ್ಲಿ ಉಪಸ್ಥಿತರಿದ್ದರು.: [1099, 396, 1485, 527]
- lead-photo-left-art: [27, 272, 641, 546]
- lead-photo-left: [26, 272, 641, 546]
- krishnappa-rule: [1094, 635, 1485, 636]
- page-number: 6: [1438, 57, 1465, 102]
- volunteer-headline: ಸ್ವಯಂಸೇವಕ ಬೋಧಕರಿಗೆ ತರಬೇತಿ: [447, 914, 869, 958]
- volunteer-photo: [656, 967, 1077, 1122]
- lucas-photo: [1080, 1010, 1485, 1218]
- lead-col-3-text: ಪಡೆದರು. ನೆಗಳಲು, ಅಲಮೇಲ, ಸೋನಪೇಟೆ, ಹುಡಗಿ, ವೆಂಕಟಾಪುರ ಶ್ರೀಗಳು ಪಾಲ್ಗೊಂಡಿದ್ದರು. ಜಿಲ್ಲಾ ಕಾಂಗ್ರೆಸ್ ಅಧ್ಯಕ್ಷ ಅಂಶುಮಂತ್, ಬಳ್ಳಾರಿ ಮಹಲಿಂಗಪ್ಪ, ಪ್ರಭುಸ್ವಾಮಿ, ಗ್ರಾಮ ಪಂಚಾಯತಿ ಸದಸ್ಯರು ಉಪಸ್ಥಿತರಿದ್ದರು. ಸುಮಾರು 13 ಜನ ವೀರಮಾಹೇಶ್ವರ ವಟುಗಳಿಗೆ ಶಿವದೀಕ್ಷಾ ಮತ್ತು ಅಯ್ಯಾಚಾರ ಜರುಗಿತು. ಶ್ರೀಪೀಠದ ವೈದಿಕ ಕಾರ್ಯಕ್ರಮದಲ್ಲಿ ಪ್ರಯುಕ್ತ ವಿಶೇಷ ಪೂಜಾ ಕೈಂಕರ್ಯಗಳು ಜರುಗಿದವು. ಜಾತಿ ಜನಗಣತಿ ನಿರ್ಧಾರಕ್ಕೆ ಸ್ವಾಗತ: ರಾಜ್ಯದಲ್ಲಿ ಜಾತಿ ಜನಗಣತಿಯನ್ನು ಮತ್ತೊಮ್ಮೆ ನಡೆಸಲು ನಿರ್ಧರಿಸಿದ ಕಾಂಗ್ರೆಸ್ ರಾಷ್ಟ್ರೀಯ ಅಧ್ಯಕ್ಷರು, ಕಾಂಗ್ರೆಸ್ ಧುರೀಣರು ಹೇಳಿದ ಮಾತಿಗೆ ಎಲ್ಲರೂ ಸಹಮತ ವ್ಯಕ್ತಪಡಿಸಿರುವುದಕ್ಕೆ ಶ್ರೀ ರಂಭಾಪುರಿ ಜಗದ್ಗುರು ಮೆಚ್ಚುಗೆ ವ್ಯಕ್ತಪಡಿಸಿದರು. ಜಾತಿ ಜನಗಣತಿ ಸಂದರ್ಭದಲ್ಲಿ ವೀರಶೈವ-ಲಿಂಗಾಯತ ಧರ್ಮದ ಎಲ್ಲಾ ಒಳಪಂಗಡದವರು ವೀರಶೈವ ಲಿಂಗಾಯತ ಎಂದೇ ಬರೆಸಬೇಕೆಂದರು.: [726, 557, 1078, 705]
